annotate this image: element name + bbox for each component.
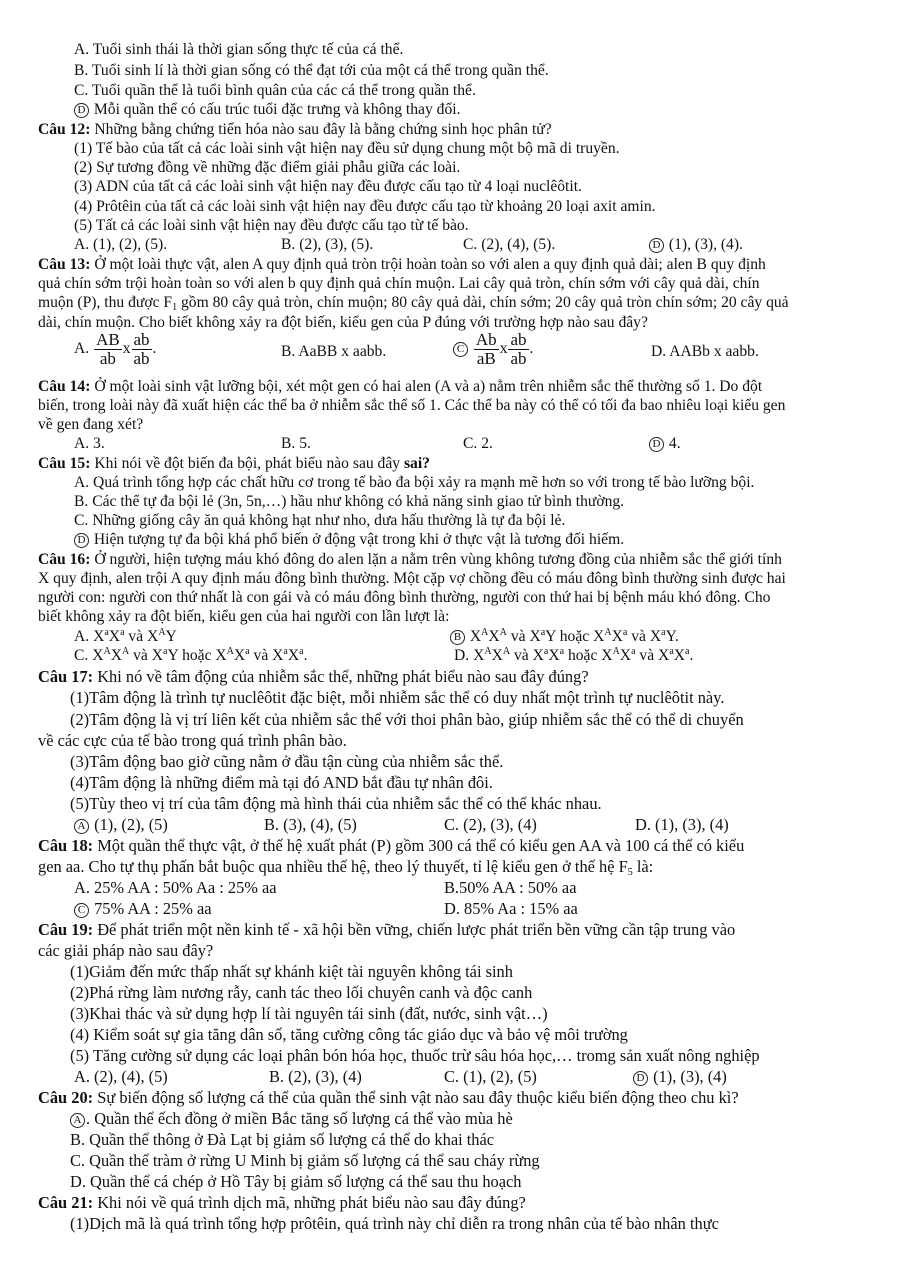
q15-option-d: D Hiện tượng tự đa bội khá phổ biến ở động vật trong khi ở thực vật là tương đối hiếm. (74, 530, 860, 549)
q13-option-b: B. AaBB x aabb. (281, 343, 387, 360)
q14-line-1: Câu 14: Ở một loài sinh vật lưỡng bội, xét một gen có hai alen (A và a) nằm trên nhiễm sắc thể thường số 1. Do đột (38, 378, 763, 395)
q19-option-a: A. (2), (4), (5) (74, 1067, 168, 1086)
genotype-fraction: $\frac{Ab}{aB}$ (475, 329, 497, 368)
q16-line-4: biết không xảy ra đột biến, kiểu gen của hai người con lần lượt là: (38, 608, 450, 625)
q21-statement-1: (1)Dịch mã là quá trình tổng hợp prôtêin, quá trình này chỉ diễn ra trong nhân của tế bào nhân thực (70, 1214, 719, 1233)
q12-stem: Câu 12: Những bằng chứng tiến hóa nào sau đây là bằng chứng sinh học phân tử? (38, 121, 552, 138)
question-label: Câu 17: (38, 667, 94, 686)
q18-line-1: Câu 18: Một quần thể thực vật, ở thế hệ xuất phát (P) gồm 300 cá thể có kiểu gen AA và 100 cá thể có kiểu (38, 836, 745, 855)
q13-option-a: A. $\frac{AB}{ab}$ x $\frac{ab}{ab}$ . (74, 329, 157, 368)
answer-mark-circle: A (70, 1113, 85, 1128)
answer-mark-circle: C (74, 903, 89, 918)
q12-statement-4: (4) Prôtêin của tất cả các loài sinh vật hiện nay đều được cấu tạo từ khoảng 20 loại axit amin. (74, 198, 656, 215)
question-label: Câu 15: (38, 455, 91, 472)
q17-statement-2: (2)Tâm động là vị trí liên kết của nhiễm sắc thể với thoi phân bào, giúp nhiễm sắc thể có thể di chuyển (70, 710, 744, 729)
q12-statement-5: (5) Tất cả các loài sinh vật hiện nay đều được cấu tạo từ tế bào. (74, 217, 469, 234)
answer-mark-circle: B (450, 630, 465, 645)
q20-option-b: B. Quần thể thông ở Đà Lạt bị giảm số lượng cá thể do khai thác (70, 1130, 495, 1149)
q18-line-2: gen aa. Cho tự thụ phấn bắt buộc qua nhiều thế hệ, theo lý thuyết, tỉ lệ kiểu gen ở thế hệ $F_5$ là: (38, 857, 654, 878)
q13-option-d: D. AABb x aabb. (651, 343, 759, 360)
q12-statement-2: (2) Sự tương đồng về những đặc điểm giải phẫu giữa các loài. (74, 159, 461, 176)
q15-option-b: B. Các thể tự đa bội lẻ (3n, 5n,…) hầu như không có khả năng sinh giao tử bình thường. (74, 493, 625, 510)
question-label: Câu 20: (38, 1088, 94, 1107)
q21-stem: Câu 21: Khi nói về quá trình dịch mã, những phát biểu nào sau đây đúng? (38, 1193, 526, 1212)
q20-option-c: C. Quần thể tràm ở rừng U Minh bị giảm số lượng cá thể sau cháy rừng (70, 1151, 540, 1170)
q19-option-b: B. (2), (3), (4) (269, 1067, 362, 1086)
q17-statement-3: (3)Tâm động bao giờ cũng nằm ở đầu tận cùng của nhiễm sắc thể. (70, 752, 504, 771)
q15-option-c: C. Những giống cây ăn quả không hạt như nho, dưa hấu thường là tự đa bội lẻ. (74, 512, 566, 529)
q11-option-b: B. Tuổi sinh lí là thời gian sống có thể đạt tới của một cá thể trong quần thể. (74, 62, 549, 79)
answer-mark-circle: D (649, 238, 664, 253)
q20-stem: Câu 20: Sự biến động số lượng cá thể của quần thể sinh vật nào sau đây thuộc kiểu biến động theo chu kì? (38, 1088, 739, 1107)
q19-statement-5: (5) Tăng cường sử dụng các loại phân bón hóa học, thuốc trừ sâu hóa học,… tromg sản xuất nông nghiệp (70, 1046, 760, 1065)
q11-option-a: A. Tuổi sinh thái là thời gian sống thực tế của cá thể. (74, 41, 404, 58)
q17-stem: Câu 17: Khi nó về tâm động của nhiễm sắc thể, những phát biểu nào sau đây đúng? (38, 667, 589, 686)
q19-line-1: Câu 19: Để phát triển một nền kinh tế - xã hội bền vững, chiến lược phát triển bền vững cần tập trung vào (38, 920, 736, 939)
q18-option-c: C 75% AA : 25% aa (74, 899, 212, 918)
q19-statement-4: (4) Kiểm soát sự gia tăng dân số, tăng cường công tác giáo dục và bảo vệ môi trường (70, 1025, 628, 1044)
q12-statement-1: (1) Tế bào của tất cả các loài sinh vật hiện nay đều sử dụng chung một bộ mã di truyền. (74, 140, 620, 157)
q19-statement-3: (3)Khai thác và sử dụng hợp lí tài nguyên tái sinh (đất, nước, sinh vật…) (70, 1004, 548, 1023)
q11-option-d: D Mỗi quần thể có cấu trúc tuổi đặc trưng và không thay đổi. (74, 100, 860, 119)
genotype-fraction: $\frac{AB}{ab}$ (96, 329, 120, 368)
q12-option-d: D (1), (3), (4). (649, 235, 743, 254)
genotype-fraction: $\frac{ab}{ab}$ (510, 329, 527, 368)
q16-option-d: D. $X^AX^A$ và $X^aX^a$ hoặc $X^AX^a$ và $X^aX^a$. (454, 646, 694, 664)
q14-option-b: B. 5. (281, 435, 311, 452)
q14-option-c: C. 2. (463, 435, 493, 452)
question-label: Câu 16: (38, 551, 91, 568)
q18-option-d: D. 85% Aa : 15% aa (444, 899, 578, 918)
q17-option-a: A (1), (2), (5) (74, 815, 168, 834)
q20-option-d: D. Quần thể cá chép ở Hồ Tây bị giảm số lượng cá thể sau thu hoạch (70, 1172, 522, 1191)
q17-option-d: D. (1), (3), (4) (635, 815, 729, 834)
question-label: Câu 14: (38, 378, 91, 395)
q18-option-a: A. 25% AA : 50% Aa : 25% aa (74, 878, 277, 897)
q17-statement-2-cont: về các cực của tế bào trong quá trình phân bào. (38, 731, 347, 750)
q16-option-c: C. $X^AX^A$ và $X^aY$ hoặc $X^AX^a$ và $X^aX^a$. (74, 646, 308, 664)
q14-option-d: D 4. (649, 434, 681, 453)
q14-option-a: A. 3. (74, 435, 105, 452)
q14-line-2: biến, trong loài này đã xuất hiện các thể ba ở nhiễm sắc thể số 1. Các thể ba này có thể có tối đa bao nhiêu loại kiểu gen (38, 397, 786, 414)
q17-statement-4: (4)Tâm động là những điểm mà tại đó AND bắt đầu tự nhân đôi. (70, 773, 493, 792)
q17-statement-1: (1)Tâm động là trình tự nuclêôtit đặc biệt, mỗi nhiễm sắc thể có duy nhất một trình tự nuclêôtit này. (70, 688, 725, 707)
genotype-fraction: $\frac{ab}{ab}$ (133, 329, 150, 368)
q16-option-a: A. $X^aX^a$ và $X^AY$ (74, 627, 177, 645)
answer-mark-circle: A (74, 819, 89, 834)
q13-line-3: muộn (P), thu được $F_1$ gồm 80 cây quả tròn, chín muộn; 80 cây quả dài, chín sớm; 20 cây quả tròn chín sớm; 20 cây quả (38, 294, 789, 313)
q13-line-4: dài, chín muộn. Cho biết không xảy ra đột biến, kiểu gen của P đúng với trường hợp nào sau đây? (38, 314, 648, 331)
answer-mark-circle: D (74, 533, 89, 548)
q15-option-a: A. Quá trình tổng hợp các chất hữu cơ trong tế bào đa bội xảy ra mạnh mẽ hơn so với trong tế bào lưỡng bội. (74, 474, 755, 491)
q19-line-2: các giải pháp nào sau đây? (38, 941, 214, 960)
q16-line-3: người con: người con thứ nhất là con gái và có máu đông bình thường, người con thứ hai bị bệnh máu khó đông. Cho (38, 589, 771, 606)
question-label: Câu 21: (38, 1193, 94, 1212)
q20-option-a: A . Quần thể ếch đồng ở miền Bắc tăng số lượng cá thể vào mùa hè (70, 1109, 860, 1128)
q12-option-c: C. (2), (4), (5). (463, 236, 556, 253)
answer-mark-circle: D (74, 103, 89, 118)
q13-option-c: C $\frac{Ab}{aB}$ x $\frac{ab}{ab}$ . (453, 330, 533, 368)
q17-statement-5: (5)Tùy theo vị trí của tâm động mà hình thái của nhiễm sắc thể có thể khác nhau. (70, 794, 602, 813)
answer-mark-circle: C (453, 342, 468, 357)
q16-line-1: Câu 16: Ở người, hiện tượng máu khó đông do alen lặn a nằm trên vùng không tương đồng của nhiễm sắc thể giới tính (38, 551, 782, 568)
question-label: Câu 19: (38, 920, 94, 939)
question-label: Câu 12: (38, 121, 91, 138)
q19-option-d: D (1), (3), (4) (633, 1067, 727, 1086)
q13-line-2: quả chín sớm trội hoàn toàn so với alen b quy định quả chín muộn. Lai cây quả tròn, chín sớm với cây quả dài, chín (38, 275, 760, 292)
q17-option-b: B. (3), (4), (5) (264, 815, 357, 834)
q15-stem: Câu 15: Khi nói về đột biến đa bội, phát biểu nào sau đây sai? (38, 455, 430, 472)
q12-option-a: A. (1), (2), (5). (74, 236, 168, 253)
q16-option-b: B $X^AX^A$ và $X^aY$ hoặc $X^AX^a$ và $X^aY$. (450, 627, 679, 646)
q14-line-3: về gen đang xét? (38, 416, 144, 433)
q13-line-1: Câu 13: Ở một loài thực vật, alen A quy định quả tròn trội hoàn toàn so với alen a quy định quả dài; alen B quy định (38, 256, 766, 273)
q12-option-b: B. (2), (3), (5). (281, 236, 374, 253)
question-label: Câu 18: (38, 836, 94, 855)
q19-statement-2: (2)Phá rừng làm nương rẫy, canh tác theo lối chuyên canh và độc canh (70, 983, 533, 1002)
answer-mark-circle: D (633, 1071, 648, 1086)
q17-option-c: C. (2), (3), (4) (444, 815, 537, 834)
q12-statement-3: (3) ADN của tất cả các loài sinh vật hiện nay đều được cấu tạo từ 4 loại nuclêôtit. (74, 178, 582, 195)
q18-option-b: B.50% AA : 50% aa (444, 878, 577, 897)
q11-option-c: C. Tuổi quần thể là tuổi bình quân của các cá thể trong quần thể. (74, 82, 476, 99)
question-label: Câu 13: (38, 256, 91, 273)
answer-mark-circle: D (649, 437, 664, 452)
q16-line-2: X quy định, alen trội A quy định máu đông bình thường. Một cặp vợ chồng đều có máu đông bình thường sinh được hai (38, 570, 786, 587)
q19-option-c: C. (1), (2), (5) (444, 1067, 537, 1086)
q19-statement-1: (1)Giảm đến mức thấp nhất sự khánh kiệt tài nguyên không tái sinh (70, 962, 513, 981)
